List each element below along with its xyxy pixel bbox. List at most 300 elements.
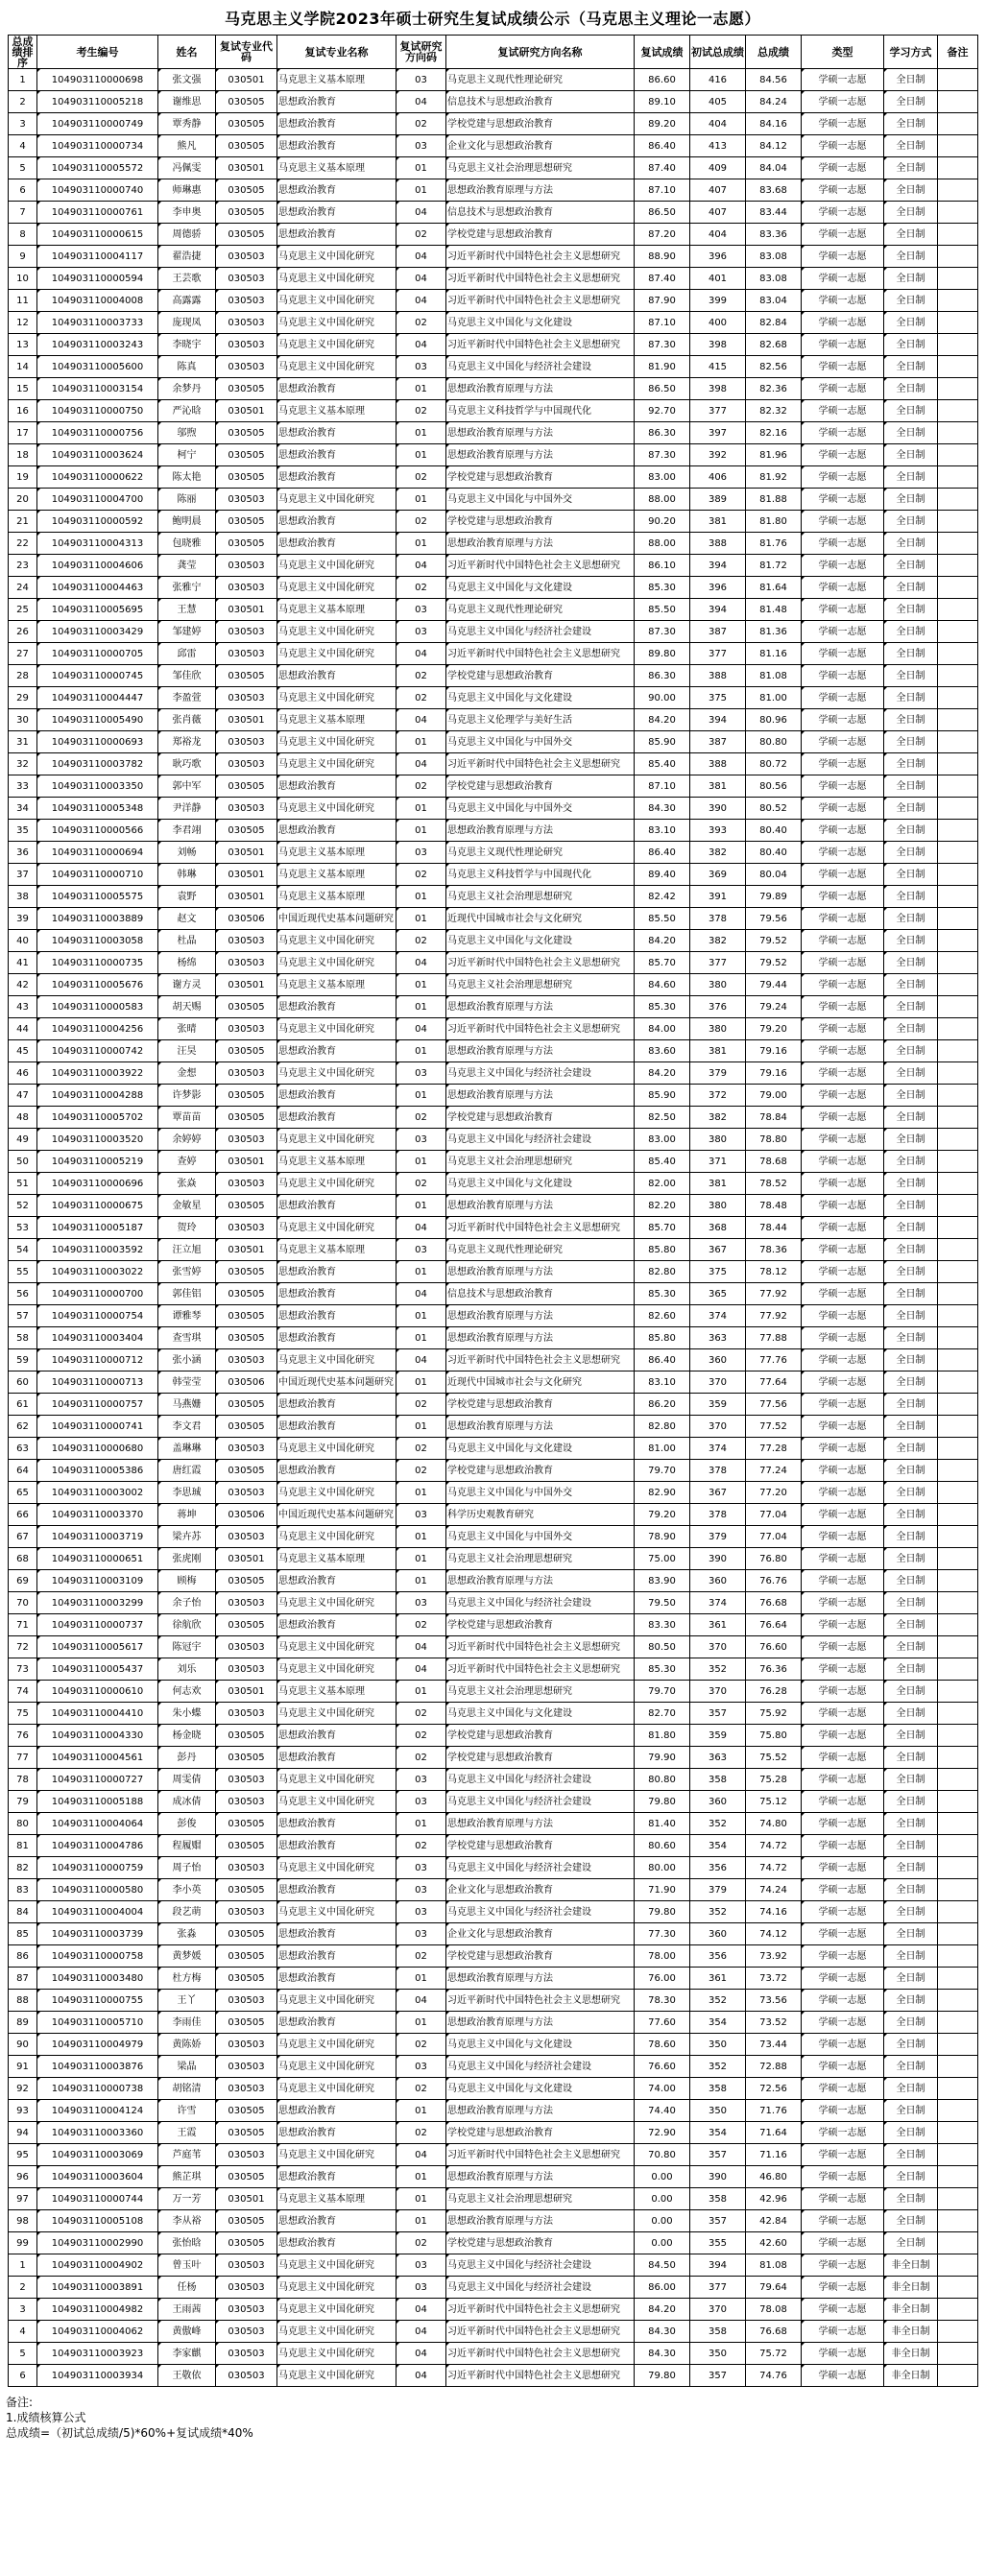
cell-major_code: 030503 [216,2034,277,2056]
cell-type: 学硕一志愿 [802,1129,884,1151]
cell-name: 张文强 [158,69,216,91]
table-row [9,1371,978,1394]
cell-initial_total_score: 390 [690,798,746,820]
cell-total_score: 81.88 [746,489,802,511]
table-row [9,2144,978,2166]
cell-type: 学硕一志愿 [802,621,884,643]
cell-study_mode: 非全日制 [884,2365,938,2387]
cell-major_name: 马克思主义中国化研究 [277,2277,396,2299]
table-row [9,1614,978,1636]
cell-direction_code: 04 [396,2343,446,2365]
cell-initial_total_score: 413 [690,135,746,157]
cell-remark [938,2210,978,2232]
cell-major_name: 思想政治教育 [277,775,396,798]
table-row [9,2343,978,2365]
cell-direction_code: 01 [396,2012,446,2034]
cell-major_code: 030505 [216,179,277,202]
cell-candidate_id: 104903110004330 [37,1725,158,1747]
table-row [9,2166,978,2188]
cell-direction_name: 马克思主义社会治理思想研究 [446,2188,635,2210]
cell-remark [938,1482,978,1504]
cell-initial_total_score: 398 [690,378,746,400]
cell-retest_score: 72.90 [635,2122,690,2144]
cell-direction_code: 01 [396,1261,446,1283]
cell-rank: 16 [9,400,37,422]
cell-direction_code: 04 [396,1018,446,1040]
cell-remark [938,157,978,179]
cell-rank: 76 [9,1725,37,1747]
cell-candidate_id: 104903110004786 [37,1835,158,1857]
cell-major_code: 030505 [216,2166,277,2188]
cell-type: 学硕一志愿 [802,842,884,864]
cell-major_name: 马克思主义中国化研究 [277,1173,396,1195]
cell-type: 学硕一志愿 [802,489,884,511]
cell-total_score: 74.12 [746,1923,802,1945]
footer-note-formula-title: 1.成绩核算公式 [6,2411,86,2424]
cell-direction_code: 03 [396,69,446,91]
cell-rank: 3 [9,113,37,135]
cell-rank: 3 [9,2299,37,2321]
cell-direction_code: 01 [396,1305,446,1327]
cell-direction_code: 03 [396,1769,446,1791]
table-row [9,1085,978,1107]
table-row [9,2210,978,2232]
table-row [9,533,978,555]
cell-direction_name: 信息技术与思想政治教育 [446,91,635,113]
cell-initial_total_score: 370 [690,1636,746,1658]
cell-total_score: 77.76 [746,1349,802,1371]
cell-major_code: 030503 [216,621,277,643]
cell-name: 李从裕 [158,2210,216,2232]
cell-remark [938,643,978,665]
cell-retest_score: 88.90 [635,246,690,268]
cell-retest_score: 83.90 [635,1570,690,1592]
cell-rank: 69 [9,1570,37,1592]
cell-direction_name: 习近平新时代中国特色社会主义思想研究 [446,1217,635,1239]
cell-total_score: 83.08 [746,268,802,290]
cell-retest_score: 82.00 [635,1173,690,1195]
cell-type: 学硕一志愿 [802,1261,884,1283]
cell-type: 学硕一志愿 [802,1151,884,1173]
table-row [9,1195,978,1217]
cell-type: 学硕一志愿 [802,1990,884,2012]
cell-major_code: 030501 [216,2188,277,2210]
cell-direction_code: 02 [396,1173,446,1195]
cell-study_mode: 全日制 [884,1747,938,1769]
table-row [9,1438,978,1460]
cell-candidate_id: 104903110000749 [37,113,158,135]
cell-direction_code: 02 [396,400,446,422]
cell-initial_total_score: 401 [690,268,746,290]
cell-remark [938,2166,978,2188]
table-row [9,1901,978,1923]
cell-study_mode: 全日制 [884,2166,938,2188]
cell-remark [938,1129,978,1151]
cell-type: 学硕一志愿 [802,1791,884,1813]
cell-type: 学硕一志愿 [802,290,884,312]
cell-total_score: 80.40 [746,820,802,842]
cell-major_code: 030505 [216,1923,277,1945]
cell-major_name: 马克思主义基本原理 [277,1151,396,1173]
cell-total_score: 81.96 [746,444,802,466]
cell-retest_score: 83.00 [635,466,690,489]
cell-major_name: 马克思主义中国化研究 [277,1592,396,1614]
cell-major_code: 030505 [216,91,277,113]
cell-initial_total_score: 377 [690,2277,746,2299]
cell-initial_total_score: 358 [690,1769,746,1791]
cell-rank: 62 [9,1416,37,1438]
cell-remark [938,2277,978,2299]
cell-study_mode: 全日制 [884,113,938,135]
cell-direction_code: 01 [396,1040,446,1062]
cell-name: 陈真 [158,356,216,378]
cell-major_name: 马克思主义中国化研究 [277,1990,396,2012]
cell-major_code: 030505 [216,1040,277,1062]
table-row [9,2100,978,2122]
cell-name: 唐红霞 [158,1460,216,1482]
cell-study_mode: 全日制 [884,400,938,422]
cell-major_code: 030503 [216,1129,277,1151]
cell-rank: 2 [9,2277,37,2299]
cell-type: 学硕一志愿 [802,1725,884,1747]
cell-remark [938,709,978,731]
table-row [9,1747,978,1769]
cell-direction_code: 03 [396,2056,446,2078]
cell-initial_total_score: 369 [690,864,746,886]
cell-candidate_id: 104903110000698 [37,69,158,91]
cell-candidate_id: 104903110003891 [37,2277,158,2299]
cell-name: 李思珹 [158,1482,216,1504]
cell-major_name: 思想政治教育 [277,1040,396,1062]
cell-total_score: 81.80 [746,511,802,533]
cell-direction_name: 习近平新时代中国特色社会主义思想研究 [446,2343,635,2365]
cell-study_mode: 全日制 [884,1703,938,1725]
table-row [9,2232,978,2254]
cell-initial_total_score: 354 [690,2122,746,2144]
cell-rank: 57 [9,1305,37,1327]
cell-candidate_id: 104903110000745 [37,665,158,687]
cell-study_mode: 全日制 [884,952,938,974]
cell-major_name: 思想政治教育 [277,1305,396,1327]
cell-direction_name: 马克思主义社会治理思想研究 [446,1151,635,1173]
cell-initial_total_score: 393 [690,820,746,842]
cell-name: 覃秀静 [158,113,216,135]
footer-note-label: 备注: [6,2396,34,2409]
cell-retest_score: 82.70 [635,1703,690,1725]
cell-direction_name: 思想政治教育原理与方法 [446,1813,635,1835]
cell-remark [938,2232,978,2254]
cell-retest_score: 79.20 [635,1504,690,1526]
cell-direction_code: 01 [396,1968,446,1990]
cell-direction_name: 马克思主义伦理学与美好生活 [446,709,635,731]
cell-direction_code: 04 [396,1349,446,1371]
cell-rank: 5 [9,2343,37,2365]
cell-type: 学硕一志愿 [802,1526,884,1548]
cell-major_code: 030501 [216,1548,277,1570]
cell-total_score: 82.68 [746,334,802,356]
cell-candidate_id: 104903110005348 [37,798,158,820]
cell-name: 尹洋静 [158,798,216,820]
cell-type: 学硕一志愿 [802,91,884,113]
cell-direction_code: 02 [396,665,446,687]
cell-direction_name: 马克思主义现代性理论研究 [446,599,635,621]
cell-type: 学硕一志愿 [802,334,884,356]
cell-major_code: 030505 [216,466,277,489]
cell-study_mode: 全日制 [884,2034,938,2056]
cell-initial_total_score: 396 [690,246,746,268]
cell-major_name: 思想政治教育 [277,202,396,224]
cell-rank: 1 [9,69,37,91]
cell-candidate_id: 104903110003069 [37,2144,158,2166]
cell-name: 程履赗 [158,1835,216,1857]
cell-remark [938,952,978,974]
cell-retest_score: 85.30 [635,577,690,599]
cell-remark [938,1857,978,1879]
cell-major_code: 030503 [216,1526,277,1548]
cell-type: 学硕一志愿 [802,1062,884,1085]
cell-rank: 26 [9,621,37,643]
cell-major_name: 马克思主义中国化研究 [277,2078,396,2100]
cell-type: 学硕一志愿 [802,1570,884,1592]
cell-total_score: 76.28 [746,1681,802,1703]
cell-initial_total_score: 381 [690,1040,746,1062]
cell-study_mode: 全日制 [884,1791,938,1813]
table-row [9,1658,978,1681]
cell-remark [938,908,978,930]
cell-study_mode: 全日制 [884,687,938,709]
cell-major_name: 马克思主义中国化研究 [277,1062,396,1085]
table-row [9,621,978,643]
cell-total_score: 80.72 [746,753,802,775]
cell-direction_name: 思想政治教育原理与方法 [446,1305,635,1327]
cell-initial_total_score: 352 [690,1990,746,2012]
cell-rank: 23 [9,555,37,577]
cell-candidate_id: 104903110005490 [37,709,158,731]
cell-type: 学硕一志愿 [802,1923,884,1945]
cell-direction_name: 思想政治教育原理与方法 [446,1570,635,1592]
cell-major_name: 马克思主义中国化研究 [277,1482,396,1504]
results-table [8,35,978,2387]
cell-rank: 36 [9,842,37,864]
cell-study_mode: 全日制 [884,798,938,820]
cell-retest_score: 77.60 [635,2012,690,2034]
cell-study_mode: 全日制 [884,1173,938,1195]
table-row [9,1460,978,1482]
cell-major_code: 030501 [216,709,277,731]
cell-rank: 7 [9,202,37,224]
cell-major_name: 马克思主义基本原理 [277,709,396,731]
cell-study_mode: 全日制 [884,886,938,908]
table-row [9,422,978,444]
table-row [9,1835,978,1857]
cell-candidate_id: 104903110003243 [37,334,158,356]
cell-rank: 10 [9,268,37,290]
cell-remark [938,1681,978,1703]
cell-total_score: 76.64 [746,1614,802,1636]
cell-type: 学硕一志愿 [802,1636,884,1658]
cell-direction_name: 思想政治教育原理与方法 [446,1327,635,1349]
cell-initial_total_score: 380 [690,1195,746,1217]
cell-major_name: 马克思主义中国化研究 [277,268,396,290]
cell-rank: 6 [9,179,37,202]
cell-direction_code: 02 [396,1438,446,1460]
cell-name: 鲍明晨 [158,511,216,533]
cell-retest_score: 85.30 [635,1658,690,1681]
table-row [9,135,978,157]
cell-remark [938,1261,978,1283]
cell-remark [938,1570,978,1592]
cell-study_mode: 全日制 [884,1394,938,1416]
cell-direction_name: 学校党建与思想政治教育 [446,2122,635,2144]
cell-study_mode: 全日制 [884,1261,938,1283]
table-row [9,2078,978,2100]
table-row [9,489,978,511]
cell-initial_total_score: 352 [690,1658,746,1681]
cell-retest_score: 79.80 [635,2365,690,2387]
cell-study_mode: 全日制 [884,91,938,113]
cell-retest_score: 82.90 [635,1482,690,1504]
cell-direction_name: 马克思主义中国化与中国外交 [446,1526,635,1548]
cell-direction_code: 04 [396,2321,446,2343]
cell-major_code: 030503 [216,2343,277,2365]
cell-total_score: 77.92 [746,1283,802,1305]
cell-rank: 75 [9,1703,37,1725]
cell-direction_code: 02 [396,224,446,246]
cell-candidate_id: 104903110005187 [37,1217,158,1239]
cell-study_mode: 全日制 [884,1349,938,1371]
cell-type: 学硕一志愿 [802,820,884,842]
cell-type: 学硕一志愿 [802,202,884,224]
cell-name: 李君翊 [158,820,216,842]
cell-retest_score: 79.50 [635,1592,690,1614]
cell-total_score: 73.92 [746,1945,802,1968]
cell-direction_name: 马克思主义中国化与文化建设 [446,687,635,709]
cell-rank: 59 [9,1349,37,1371]
cell-major_code: 030503 [216,1062,277,1085]
cell-total_score: 73.56 [746,1990,802,2012]
cell-candidate_id: 104903110000580 [37,1879,158,1901]
cell-direction_name: 信息技术与思想政治教育 [446,202,635,224]
cell-direction_code: 04 [396,643,446,665]
cell-major_code: 030505 [216,533,277,555]
cell-study_mode: 全日制 [884,577,938,599]
cell-direction_code: 04 [396,246,446,268]
cell-candidate_id: 104903110000741 [37,1416,158,1438]
cell-rank: 55 [9,1261,37,1283]
cell-major_name: 马克思主义中国化研究 [277,2365,396,2387]
cell-initial_total_score: 378 [690,908,746,930]
cell-name: 杜晶 [158,930,216,952]
cell-total_score: 76.80 [746,1548,802,1570]
cell-remark [938,1725,978,1747]
cell-study_mode: 全日制 [884,2056,938,2078]
cell-retest_score: 84.00 [635,1018,690,1040]
cell-total_score: 76.36 [746,1658,802,1681]
cell-major_code: 030503 [216,731,277,753]
table-row [9,1703,978,1725]
cell-type: 学硕一志愿 [802,577,884,599]
cell-direction_name: 习近平新时代中国特色社会主义思想研究 [446,2365,635,2387]
cell-retest_score: 83.60 [635,1040,690,1062]
cell-total_score: 77.52 [746,1416,802,1438]
cell-candidate_id: 104903110004256 [37,1018,158,1040]
cell-major_code: 030501 [216,1681,277,1703]
cell-initial_total_score: 416 [690,69,746,91]
cell-retest_score: 84.30 [635,798,690,820]
cell-candidate_id: 104903110003876 [37,2056,158,2078]
cell-study_mode: 全日制 [884,1438,938,1460]
cell-direction_name: 马克思主义现代性理论研究 [446,69,635,91]
cell-major_name: 马克思主义基本原理 [277,1681,396,1703]
cell-initial_total_score: 358 [690,2078,746,2100]
cell-direction_name: 马克思主义中国化与经济社会建设 [446,2254,635,2277]
cell-rank: 17 [9,422,37,444]
cell-major_name: 马克思主义基本原理 [277,886,396,908]
cell-study_mode: 全日制 [884,1482,938,1504]
cell-remark [938,246,978,268]
cell-direction_code: 04 [396,1217,446,1239]
cell-initial_total_score: 375 [690,1261,746,1283]
cell-study_mode: 全日制 [884,1195,938,1217]
table-row [9,1570,978,1592]
cell-type: 学硕一志愿 [802,69,884,91]
cell-remark [938,1747,978,1769]
cell-total_score: 74.72 [746,1835,802,1857]
cell-type: 学硕一志愿 [802,1371,884,1394]
cell-total_score: 74.76 [746,2365,802,2387]
cell-rank: 72 [9,1636,37,1658]
cell-remark [938,224,978,246]
cell-major_code: 030505 [216,1305,277,1327]
cell-study_mode: 全日制 [884,1681,938,1703]
cell-direction_code: 02 [396,1945,446,1968]
cell-total_score: 81.72 [746,555,802,577]
cell-initial_total_score: 365 [690,1283,746,1305]
cell-name: 成冰倩 [158,1791,216,1813]
cell-rank: 29 [9,687,37,709]
table-row [9,1681,978,1703]
cell-retest_score: 82.50 [635,1107,690,1129]
cell-direction_name: 马克思主义中国化与文化建设 [446,2078,635,2100]
cell-direction_name: 思想政治教育原理与方法 [446,179,635,202]
cell-remark [938,2034,978,2056]
cell-total_score: 81.76 [746,533,802,555]
cell-major_name: 马克思主义基本原理 [277,1548,396,1570]
table-row [9,1283,978,1305]
cell-total_score: 84.16 [746,113,802,135]
cell-candidate_id: 104903110000761 [37,202,158,224]
cell-initial_total_score: 352 [690,1813,746,1835]
cell-candidate_id: 104903110004064 [37,1813,158,1835]
cell-study_mode: 全日制 [884,974,938,996]
cell-type: 学硕一志愿 [802,1438,884,1460]
cell-study_mode: 全日制 [884,709,938,731]
cell-total_score: 82.32 [746,400,802,422]
cell-initial_total_score: 350 [690,2100,746,2122]
cell-study_mode: 全日制 [884,2144,938,2166]
cell-type: 学硕一志愿 [802,753,884,775]
cell-study_mode: 全日制 [884,224,938,246]
cell-major_code: 030503 [216,1901,277,1923]
table-row [9,91,978,113]
cell-direction_code: 01 [396,886,446,908]
cell-total_score: 78.52 [746,1173,802,1195]
cell-major_name: 马克思主义中国化研究 [277,1901,396,1923]
cell-name: 张淼 [158,1923,216,1945]
table-row [9,2321,978,2343]
cell-total_score: 83.08 [746,246,802,268]
cell-retest_score: 87.40 [635,157,690,179]
